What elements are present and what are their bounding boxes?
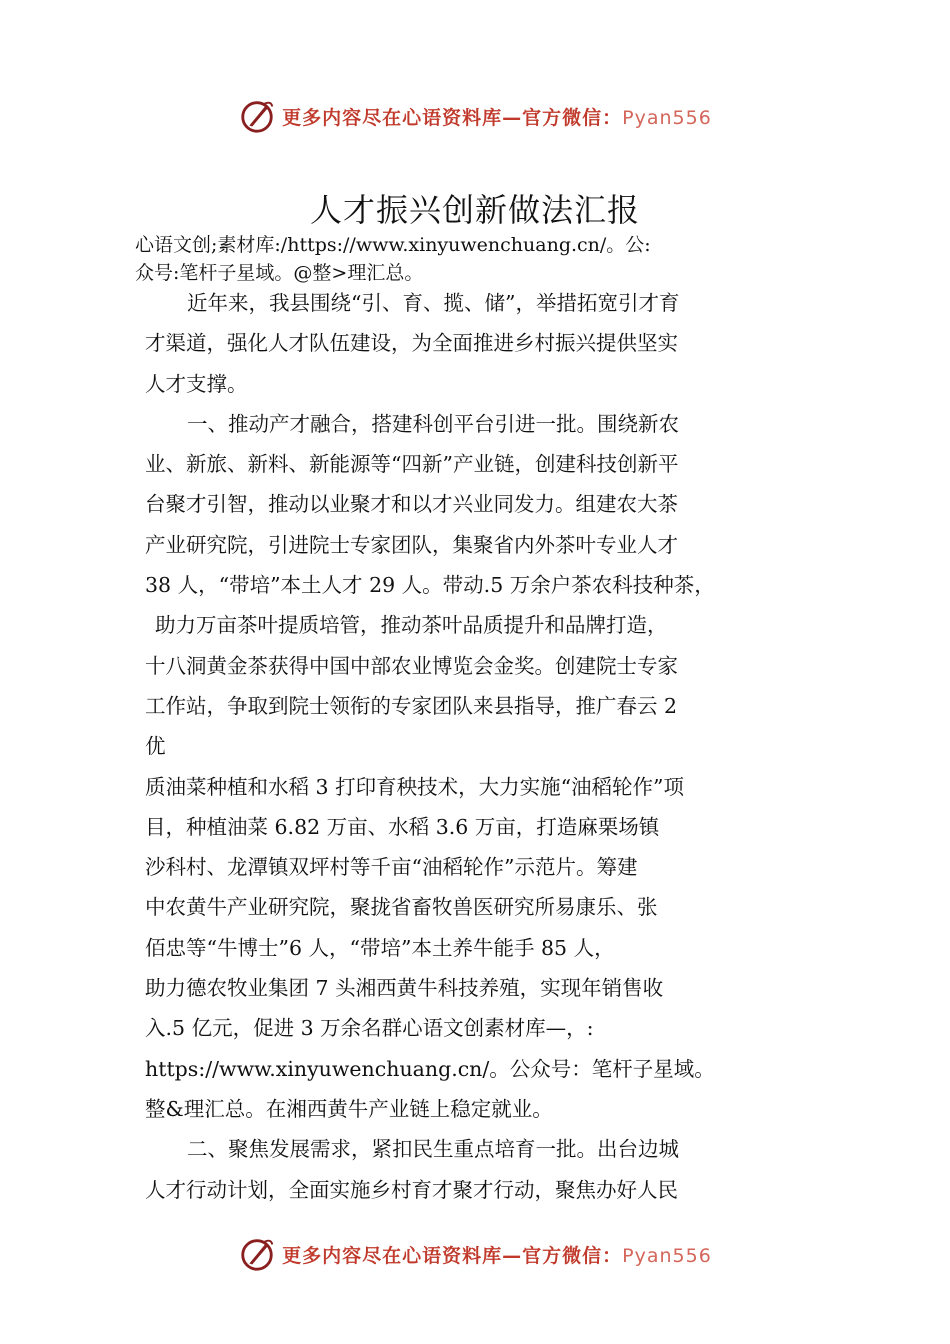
body-line: 整&理汇总。在湘西黄牛产业链上稳定就业。 <box>145 1096 553 1121</box>
body-line: 目，种植油菜 6.82 万亩、水稻 3.6 万亩，打造麻栗场镇 <box>145 814 660 839</box>
body-line: 台聚才引智，推动以业聚才和以才兴业同发力。组建农大茶 <box>145 492 678 517</box>
body-line: 业、新旅、新料、新能源等“四新”产业链，创建科技创新平 <box>145 452 679 477</box>
body-line: 中农黄牛产业研究院，聚拢省畜牧兽医研究所易康乐、张 <box>145 895 658 920</box>
quill-seal-icon <box>238 1235 276 1273</box>
body-line: 近年来，我县围绕“引、育、揽、储”，举措拓宽引才育 <box>187 291 680 315</box>
body-line: 一、推动产才融合，搭建科创平台引进一批。围绕新农 <box>187 411 679 436</box>
banner-text <box>282 103 712 130</box>
document-title: 人才振兴创新做法汇报 <box>309 191 640 229</box>
body-line: 入.5 亿元，促进 3 万余名群心语文创素材库—，: <box>145 1016 594 1041</box>
body-line: 才渠道，强化人才队伍建设，为全面推进乡村振兴提供坚实 <box>145 331 678 356</box>
banner-text <box>282 1241 712 1268</box>
body-line: 十八洞黄金茶获得中国中部农业博览会金奖。创建院士专家 <box>145 653 678 678</box>
banner-contact: Pyan556 <box>622 1244 712 1267</box>
body-line: 优 <box>145 734 166 759</box>
banner-brand: 更多内容尽在心语资料库—官方微信： <box>282 106 623 129</box>
source-line: 心语文创;素材库:/https://www.xinyuwenchuang.cn/。公: <box>135 234 651 256</box>
footer-banner <box>0 1232 950 1276</box>
body-line: 助力万亩茶叶提质培管，推动茶叶品质提升和品牌打造， <box>155 613 668 638</box>
body-line: 产业研究院，引进院士专家团队，集聚省内外茶叶专业人才 <box>145 532 678 557</box>
source-line: 众号:笔杆子星域。@整>理汇总。 <box>135 262 424 284</box>
banner-contact: Pyan556 <box>622 106 712 129</box>
body-line: https://www.xinyuwenchuang.cn/。公众号：笔杆子星域。 <box>145 1056 715 1081</box>
body-line: 二、聚焦发展需求，紧扣民生重点培育一批。出台边城 <box>187 1137 679 1162</box>
body-line: 38 人，“带培”本土人才 29 人。带动.5 万余户茶农科技种茶， <box>145 573 715 598</box>
source-note <box>135 231 835 287</box>
body-line: 佰忠等“牛博士”6 人，“带培”本土养牛能手 85 人， <box>145 935 615 960</box>
body-line: 助力德农牧业集团 7 头湘西黄牛科技养殖，实现年销售收 <box>145 976 664 1001</box>
body-line: 人才行动计划，全面实施乡村育才聚才行动，聚焦办好人民 <box>145 1177 678 1202</box>
header-banner <box>0 94 950 138</box>
body-line: 沙科村、龙潭镇双坪村等千亩“油稻轮作”示范片。筹建 <box>145 855 638 880</box>
document-body <box>145 283 825 1210</box>
banner-brand: 更多内容尽在心语资料库—官方微信： <box>282 1244 623 1267</box>
body-line: 人才支撑。 <box>145 371 248 396</box>
body-line: 工作站，争取到院士领衔的专家团队来县指导，推广春云 2 <box>145 693 678 718</box>
body-line: 质油菜种植和水稻 3 打印育秧技术，大力实施“油稻轮作”项 <box>145 774 685 799</box>
quill-seal-icon <box>238 97 276 135</box>
